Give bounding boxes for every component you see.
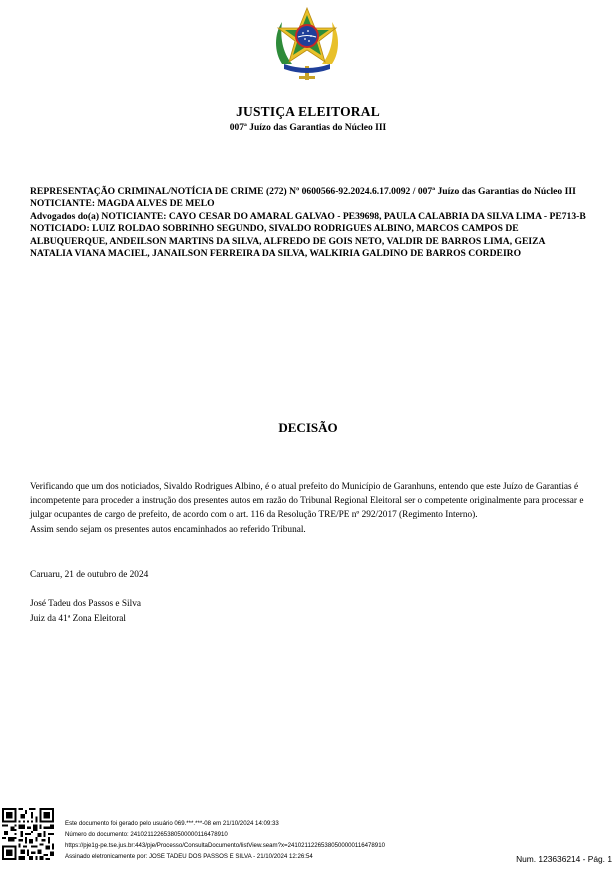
footer-document-number: Número do documento: 24102112265380500000116478910 <box>65 831 228 838</box>
qr-code-icon <box>2 808 54 860</box>
footer-generated-by: Este documento foi gerado pelo usuário 069.***.***-08 em 21/10/2024 14:09:33 <box>65 820 279 827</box>
brazil-coat-of-arms-icon <box>272 6 342 82</box>
court-title: JUSTIÇA ELEITORAL <box>236 104 380 119</box>
case-noticiante-line: NOTICIANTE: MAGDA ALVES DE MELO <box>30 198 215 210</box>
footer-metadata <box>65 818 495 862</box>
page-number: Num. 123636214 - Pág. 1 <box>516 854 612 864</box>
signer-name: José Tadeu dos Passos e Silva <box>30 599 141 609</box>
case-representation-line: REPRESENTAÇÃO CRIMINAL/NOTÍCIA DE CRIME (272) Nº 0600566-92.2024.6.17.0092 / 007ª Juízo das Garantias do Núcleo III <box>30 186 576 197</box>
case-noticiado-line: NOTICIADO: LUIZ ROLDAO SOBRINHO SEGUNDO, SIVALDO RODRIGUES ALBINO, MARCOS CAMPOS DE ALBUQUERQUE, ANDEILSON MARTINS DA SILVA, ALFREDO DE GOIS NETO, VALDIR DE BARROS LIMA, GEIZA NATALIA VIANA MACIEL, JANAILSON FERREIRA DA SILVA, WALKIRIA GALDINO DE BARROS CORDEIRO <box>30 223 545 260</box>
decision-paragraph-2: Assim sendo sejam os presentes autos encaminhados ao referido Tribunal. <box>30 524 306 535</box>
case-advogados-line: Advogados do(a) NOTICIANTE: CAYO CESAR DO AMARAL GALVAO - PE39698, PAULA CALABRIA DA SILVA LIMA - PE713-B <box>30 210 586 222</box>
signer-role: Juiz da 41ª Zona Eleitoral <box>30 614 127 624</box>
decision-paragraph-1: Verificando que um dos noticiados, Sivaldo Rodrigues Albino, é o atual prefeito do Município de Garanhuns, entendo que este Juízo de Garantias é incompetente para proceder a instrução dos presentes autos em razão do Tribunal Regional Eleitoral ser o competente originalmente para processar e julgar ocupantes de cargo de prefeito, de acordo com o art. 116 da Resolução TRE/PE nº 292/2017 (Regimento Interno). <box>30 482 584 521</box>
case-header <box>30 186 586 260</box>
footer-signed-by: Assinado eletronicamente por: JOSE TADEU DOS PASSOS E SILVA - 21/10/2024 12:26:54 <box>65 853 313 860</box>
decision-body <box>30 480 588 537</box>
decision-heading: DECISÃO <box>278 420 338 435</box>
place-date: Caruaru, 21 de outubro de 2024 <box>30 570 149 580</box>
footer-url-link[interactable]: https://pje1g-pe.tse.jus.br:443/pje/Processo/ConsultaDocumento/listView.seam?x=24102112265380500000116478910 <box>65 842 385 849</box>
court-subtitle: 007ª Juízo das Garantias do Núcleo III <box>229 123 387 133</box>
